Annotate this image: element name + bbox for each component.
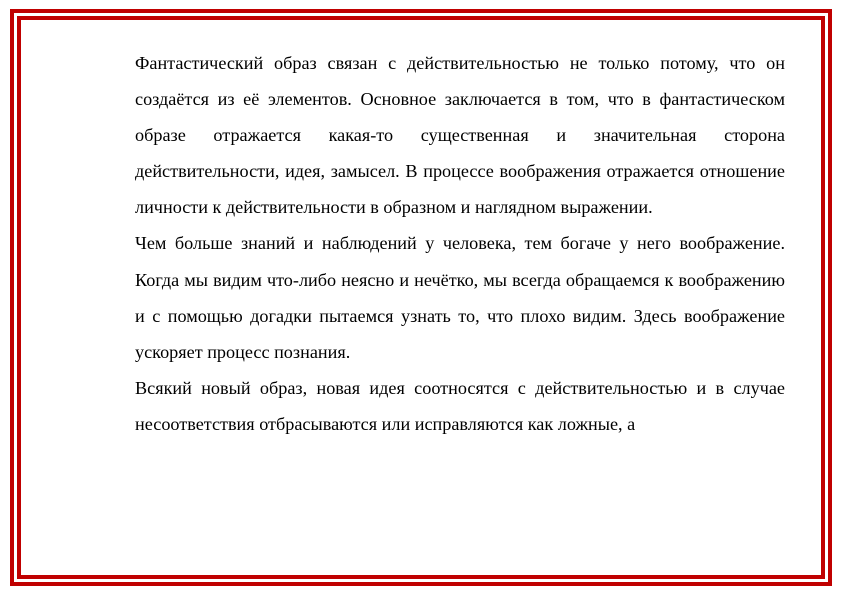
- paragraph-3: Всякий новый образ, новая идея соотносятся с действительностью и в случае несоответствия отбрасываются или исправляются как ложные, а: [135, 377, 785, 434]
- body-text: [135, 45, 785, 442]
- paragraph-2: Чем больше знаний и наблюдений у человека, тем богаче у него воображение. Когда мы видим что-либо неясно и нечётко, мы всегда обращаемся к воображению и с помощью догадки пытаемся узнать то, что плохо видим. Здесь воображение ускоряет процесс познания.: [135, 233, 785, 362]
- paragraph-1: Фантастический образ связан с действительностью не только потому, что он создаётся из её элементов. Основное заключается в том, что в фантастическом образе отражается какая-то существенная и значительная сторона действительности, идея, замысел. В процессе воображения отражается отношение личности к действительности в образном и наглядном выражении.: [135, 53, 785, 218]
